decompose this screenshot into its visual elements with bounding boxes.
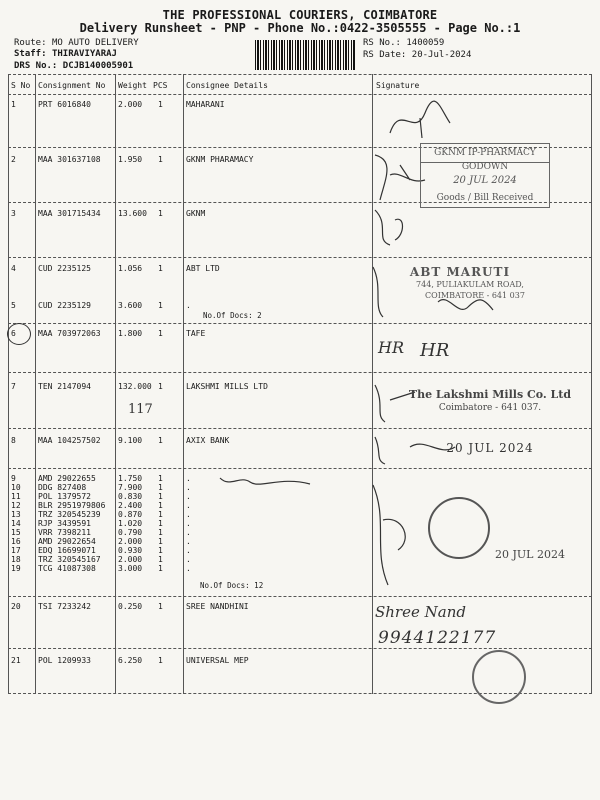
staff-line [14, 49, 117, 60]
row-weight: 7.900 [118, 483, 143, 492]
row-weight: 9.100 [118, 436, 143, 445]
row-consignee: . [186, 474, 191, 483]
row-consignee: . [186, 301, 191, 310]
row-divider [8, 468, 592, 469]
row-sno: 9 [11, 474, 16, 483]
row-consignee: . [186, 528, 191, 537]
row-sno: 3 [11, 209, 16, 218]
row-pcs: 1 [158, 382, 163, 391]
bottom-seal-icon [472, 650, 526, 704]
row-weight: 1.800 [118, 329, 143, 338]
row-pcs: 1 [158, 519, 163, 528]
col-rule [183, 74, 184, 694]
row-consignment: MAA 104257502 [38, 436, 101, 445]
row-consignment: TRZ 320545167 [38, 555, 101, 564]
row-sno: 15 [11, 528, 21, 537]
row-weight: 2.000 [118, 537, 143, 546]
lakshmi-stamp-city: Coimbatore - 641 037. [438, 403, 542, 413]
row-pcs: 1 [158, 329, 163, 338]
col-rule [8, 74, 9, 694]
row-weight: 3.600 [118, 301, 143, 310]
gknm-received-label: Goods / Bill Received [420, 189, 550, 208]
row-sno: 4 [11, 264, 16, 273]
handwritten-name: Shree Nand [375, 603, 466, 621]
row-consignee: SREE NANDHINI [186, 602, 249, 611]
col-header-sno: S No [11, 81, 31, 90]
row-pcs: 1 [158, 510, 163, 519]
route-line [14, 38, 139, 49]
route-value: MO AUTO DELIVERY [51, 38, 139, 48]
row-weight: 6.250 [118, 656, 143, 665]
row-consignee: GKNM [186, 209, 206, 218]
drs-line [14, 61, 133, 72]
handwritten-initials: HR [378, 338, 404, 357]
row-consignment: AMD 29022654 [38, 537, 96, 546]
docs-count-note: No.Of Docs: 2 [203, 311, 262, 320]
row-weight: 1.020 [118, 519, 143, 528]
staff-value: THIRAVIYARAJ [51, 49, 117, 59]
row-weight: 132.000 [118, 382, 152, 391]
row-consignee: . [186, 510, 191, 519]
row-consignee: GKNM PHARAMACY [186, 155, 254, 164]
handwritten-initials: HR [420, 340, 450, 361]
row-weight: 1.750 [118, 474, 143, 483]
signature-scribble [380, 98, 460, 143]
row-pcs: 1 [158, 209, 163, 218]
row-sno: 19 [11, 564, 21, 573]
row-divider [8, 648, 592, 649]
row-pcs: 1 [158, 528, 163, 537]
row-divider [8, 257, 592, 258]
drs-value: DCJB140005901 [62, 61, 134, 71]
gknm-stamp-date: 20 JUL 2024 [420, 173, 550, 189]
row-consignment: TRZ 320545239 [38, 510, 101, 519]
row-consignment: BLR 2951979806 [38, 501, 106, 510]
row-consignment: CUD 2235125 [38, 264, 91, 273]
row-weight: 2.400 [118, 501, 143, 510]
round-seal-date: 20 JUL 2024 [495, 548, 565, 561]
col-header-consignee: Consignee Details [186, 81, 268, 90]
row-weight: 0.250 [118, 602, 143, 611]
abt-stamp-address: 744, PULIAKULAM ROAD, [416, 280, 524, 289]
row-weight: 1.056 [118, 264, 143, 273]
row-pcs: 1 [158, 155, 163, 164]
row-pcs: 1 [158, 546, 163, 555]
row-pcs: 1 [158, 602, 163, 611]
row-pcs: 1 [158, 656, 163, 665]
col-header-pcs: PCS [153, 81, 168, 90]
row-pcs: 1 [158, 555, 163, 564]
table-top-rule [8, 74, 592, 75]
row-sno: 10 [11, 483, 21, 492]
rs-no-label: RS No.: [363, 38, 401, 48]
row-pcs: 1 [158, 483, 163, 492]
row-pcs: 1 [158, 501, 163, 510]
row-consignment: MAA 301715434 [38, 209, 101, 218]
rs-date-label: RS Date: [363, 50, 407, 60]
row-consignment: TEN 2147094 [38, 382, 91, 391]
row-consignee: . [186, 492, 191, 501]
row-sno: 16 [11, 537, 21, 546]
lakshmi-stamp-name: The Lakshmi Mills Co. Ltd [408, 388, 572, 401]
row-weight: 1.950 [118, 155, 143, 164]
row-consignment: TSI 7233242 [38, 602, 91, 611]
row-pcs: 1 [158, 100, 163, 109]
row-weight: 0.870 [118, 510, 143, 519]
row-pcs: 1 [158, 436, 163, 445]
row-consignment: DDG 827408 [38, 483, 87, 492]
row-weight: 0.930 [118, 546, 143, 555]
row-sno: 8 [11, 436, 16, 445]
barcode [255, 40, 355, 70]
row-divider [8, 596, 592, 597]
row-sno: 2 [11, 155, 16, 164]
signature-scribble [200, 470, 320, 492]
row-consignment: RJP 3439591 [38, 519, 91, 528]
row-consignee: . [186, 501, 191, 510]
company-title: THE PROFESSIONAL COURIERS, COIMBATORE [162, 8, 438, 22]
row-weight: 0.790 [118, 528, 143, 537]
row-consignee: UNIVERSAL MEP [186, 656, 249, 665]
rs-no-line [363, 38, 444, 49]
col-rule [115, 74, 116, 694]
gknm-stamp-header: GKNM IP-PHARMACY [420, 143, 550, 163]
row-consignee: . [186, 537, 191, 546]
row-sno: 6 [11, 329, 16, 338]
row-weight: 0.830 [118, 492, 143, 501]
row-consignment: AMD 29022655 [38, 474, 96, 483]
col-header-consignment: Consignment No [38, 81, 106, 90]
row-consignment: CUD 2235129 [38, 301, 91, 310]
row-consignee: ABT LTD [186, 264, 220, 273]
row-sno: 12 [11, 501, 21, 510]
row-divider [8, 372, 592, 373]
row-consignee: AXIX BANK [186, 436, 230, 445]
runsheet-subtitle: Delivery Runsheet - PNP - Phone No.:0422-3505555 - Page No.:1 [79, 21, 521, 35]
row-pcs: 1 [158, 564, 163, 573]
row-sno: 17 [11, 546, 21, 555]
row-weight: 13.600 [118, 209, 147, 218]
row-consignment: MAA 703972063 [38, 329, 101, 338]
signature-scribble [368, 480, 428, 590]
row-divider [8, 428, 592, 429]
row-sno: 14 [11, 519, 21, 528]
handwritten-note: 117 [128, 402, 153, 417]
row-divider [8, 323, 592, 324]
row-consignee: TAFE [186, 329, 206, 338]
row-consignee: LAKSHMI MILLS LTD [186, 382, 268, 391]
row-consignee: . [186, 519, 191, 528]
row-consignee: . [186, 564, 191, 573]
row-sno: 11 [11, 492, 21, 501]
route-label: Route: [14, 38, 47, 48]
row-consignee: . [186, 483, 191, 492]
row-pcs: 1 [158, 301, 163, 310]
handwritten-phone: 9944122177 [378, 628, 497, 648]
col-header-weight: Weight [118, 81, 147, 90]
col-rule [35, 74, 36, 694]
abt-stamp-name: ABT MARUTI [409, 265, 511, 279]
row-sno: 7 [11, 382, 16, 391]
row-sno: 1 [11, 100, 16, 109]
row-consignment: POL 1379572 [38, 492, 91, 501]
row-sno: 20 [11, 602, 21, 611]
col-header-signature: Signature [376, 81, 420, 90]
row-weight: 3.000 [118, 564, 143, 573]
row-consignee: MAHARANI [186, 100, 225, 109]
row-consignment: TCG 41087308 [38, 564, 96, 573]
row-sno: 13 [11, 510, 21, 519]
row-pcs: 1 [158, 264, 163, 273]
staff-label: Staff: [14, 49, 47, 59]
row-pcs: 1 [158, 474, 163, 483]
rs-no-value: 1400059 [406, 38, 445, 48]
row-consignment: VRR 7398211 [38, 528, 91, 537]
row-weight: 2.000 [118, 555, 143, 564]
col-rule [591, 74, 592, 694]
gknm-stamp-sub: GODOWN [420, 161, 550, 173]
row-consignee: . [186, 546, 191, 555]
row-consignment: PRT 6016840 [38, 100, 91, 109]
drs-label: DRS No.: [14, 61, 58, 71]
abt-stamp-city: COIMBATORE - 641 037 [425, 291, 525, 300]
row-consignment: POL 1209933 [38, 656, 91, 665]
row-pcs: 1 [158, 537, 163, 546]
rs-date-line [363, 50, 471, 61]
row-consignee: . [186, 555, 191, 564]
row-sno: 21 [11, 656, 21, 665]
row-consignment: MAA 301637108 [38, 155, 101, 164]
row-consignment: EDQ 16699071 [38, 546, 96, 555]
header-rule [8, 94, 592, 95]
signature-scribble [370, 205, 420, 250]
rs-date-value: 20-Jul-2024 [411, 50, 472, 60]
row-sno: 5 [11, 301, 16, 310]
row-sno: 18 [11, 555, 21, 564]
axis-stamp-date: 20 JUL 2024 [446, 441, 534, 455]
row-weight: 2.000 [118, 100, 143, 109]
docs-count-note: No.Of Docs: 12 [200, 581, 264, 590]
row-pcs: 1 [158, 492, 163, 501]
